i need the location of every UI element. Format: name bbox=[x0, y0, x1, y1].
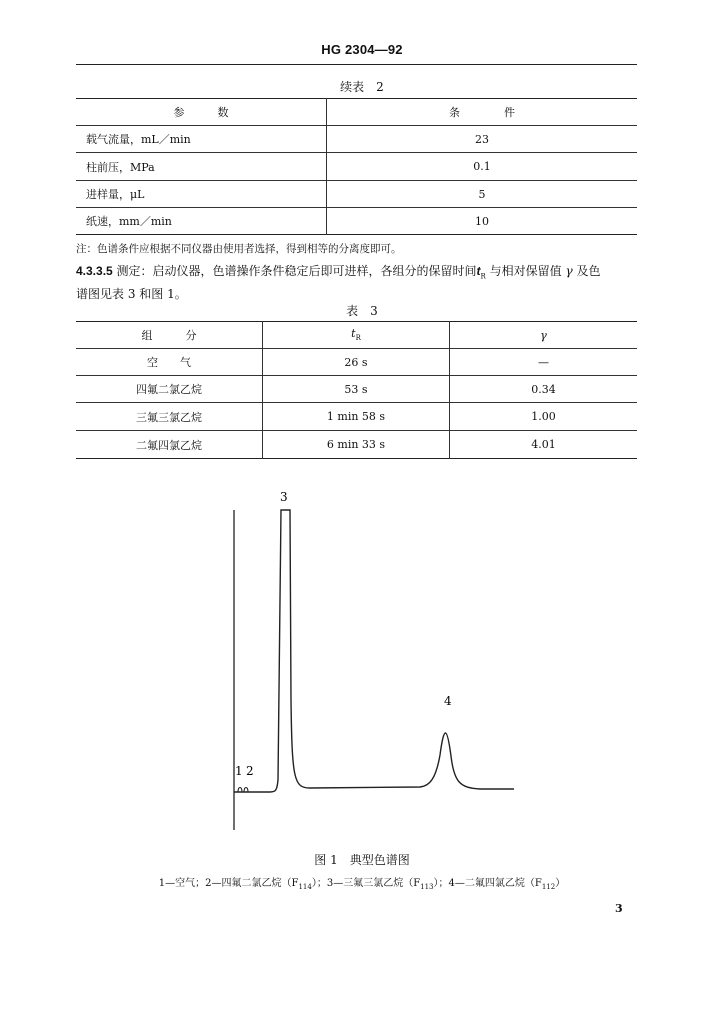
table2-cell: 进样量，μL bbox=[86, 188, 145, 201]
table3-cell: 6 min 33 s bbox=[263, 431, 450, 459]
table3-header-gamma: γ bbox=[450, 322, 638, 349]
table2-cell: 23 bbox=[327, 126, 638, 153]
figure-caption: 图 1 典型色谱图 bbox=[314, 853, 410, 867]
t-symbol: t bbox=[476, 264, 481, 278]
table3-cell: 三氟三氯乙烷 bbox=[136, 410, 202, 424]
figure-legend: 1—空气；2—四氟二氯乙烷$(F_{114})$；3—三氟三氯乙烷$(F_{113})$；4—二氟四氯乙烷$(F_{112})$ bbox=[158, 878, 566, 891]
table2-cell: 0.1 bbox=[327, 153, 638, 181]
table2-header-condition: 条 件 bbox=[327, 99, 638, 126]
section-text-1: 测定：启动仪器，色谱操作条件稳定后即可进样，各组分的保留时间 bbox=[116, 264, 477, 278]
table2-note: 注：色谱条件应根据不同仪器由使用者选择，得到相等的分离度即可。 bbox=[76, 243, 402, 255]
table3-cell: 4.01 bbox=[450, 431, 638, 459]
table3-cell: 0.34 bbox=[450, 376, 638, 403]
document-code: HG 2304—92 bbox=[321, 42, 403, 57]
table3-header-component: 组 分 bbox=[141, 329, 197, 342]
t-subscript: R bbox=[480, 272, 486, 281]
gamma-symbol: γ bbox=[565, 264, 573, 278]
chromatogram-trace bbox=[234, 510, 514, 792]
peak-label-1: 1 bbox=[235, 764, 243, 778]
table2-cell: 载气流量，mL／min bbox=[86, 133, 191, 146]
peak-label-4: 4 bbox=[444, 694, 452, 708]
table3-cell: 1.00 bbox=[450, 403, 638, 431]
table3-cell: 四氟二氯乙烷 bbox=[136, 383, 202, 396]
table3-caption: 表 3 bbox=[346, 304, 378, 318]
table3-cell: 1 min 58 s bbox=[263, 403, 450, 431]
section-number: 4.3.3.5 bbox=[76, 264, 113, 278]
peak-label-3: 3 bbox=[280, 490, 288, 504]
table2-cell: 5 bbox=[327, 181, 638, 208]
table3-cell: 26 s bbox=[263, 349, 450, 376]
table3-cell: — bbox=[450, 349, 638, 376]
table2-cell: 柱前压，MPa bbox=[86, 160, 155, 174]
page-number: 3 bbox=[615, 902, 623, 915]
peak-label-2: 2 bbox=[246, 764, 254, 778]
section-text-3: 及色 bbox=[576, 264, 601, 278]
section-text-2: 与相对保留值 bbox=[489, 264, 562, 278]
table3-header-tr: $t_R$ bbox=[263, 322, 450, 349]
table2-caption: 续表 2 bbox=[340, 80, 384, 94]
table3-cell: 空 气 bbox=[147, 356, 191, 369]
table2-header-param: 参 数 bbox=[173, 106, 229, 119]
table2-cell: 纸速，mm／min bbox=[86, 215, 172, 228]
table3-cell: 53 s bbox=[263, 376, 450, 403]
table2-cell: 10 bbox=[327, 208, 638, 235]
section-line-2: 谱图见表 3 和图 1。 bbox=[76, 287, 187, 302]
table3-cell: 二氟四氯乙烷 bbox=[136, 438, 202, 452]
